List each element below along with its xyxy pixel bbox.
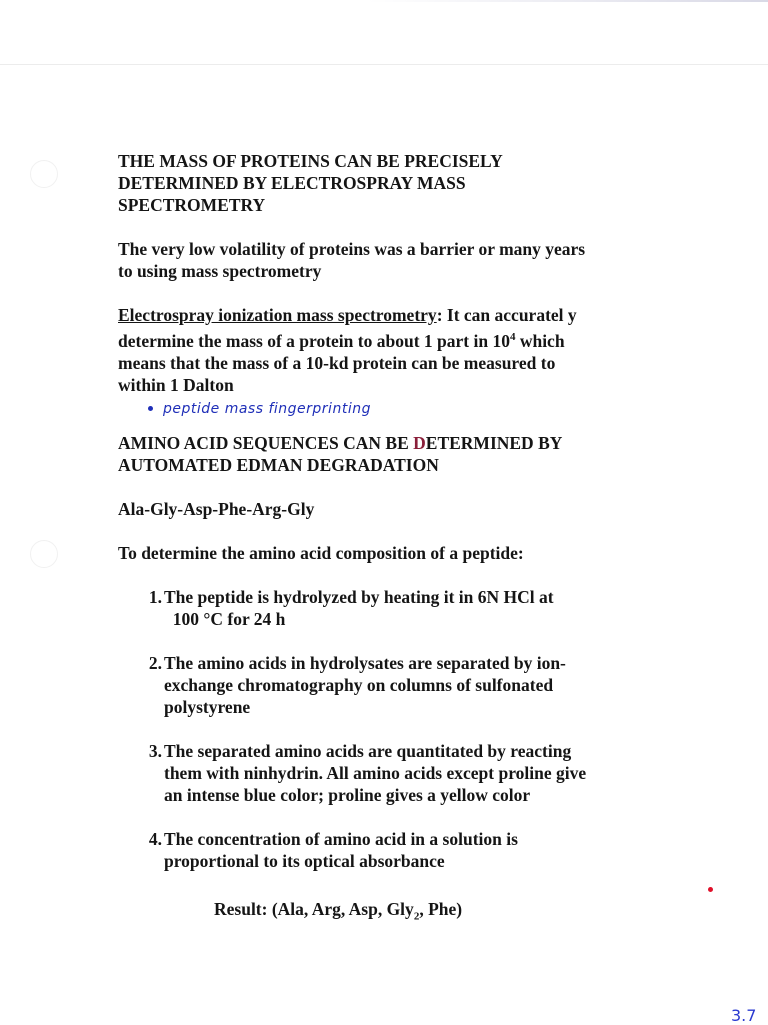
list-item bbox=[118, 828, 658, 872]
punch-hole-mark bbox=[30, 160, 58, 188]
red-dot-mark bbox=[708, 887, 713, 892]
list-item bbox=[118, 586, 658, 630]
text-fragment: Result: (Ala, Arg, Asp, Gly bbox=[214, 898, 414, 919]
text-line: The amino acids in hydrolysates are separated by ion- bbox=[164, 652, 566, 673]
step-text bbox=[164, 828, 644, 872]
step-number: 1. bbox=[148, 586, 162, 607]
text-line: them with ninhydrin. All amino acids except proline give bbox=[164, 762, 587, 783]
text-line: The peptide is hydrolyzed by heating it in 6N HCl at bbox=[164, 586, 554, 607]
exponent: 4 bbox=[509, 331, 516, 343]
heading-line bbox=[118, 432, 658, 454]
step-number: 3. bbox=[148, 740, 162, 761]
section-heading-mass-spec bbox=[118, 150, 658, 216]
document-page bbox=[118, 150, 658, 927]
text-line: proportional to its optical absorbance bbox=[164, 850, 445, 871]
text-fragment: ETERMINED BY bbox=[425, 432, 563, 453]
text-line: The concentration of amino acid in a solution is bbox=[164, 828, 518, 849]
text-line bbox=[118, 326, 658, 352]
composition-intro: To determine the amino acid composition of a peptide: bbox=[118, 542, 524, 563]
heading-line: DETERMINED BY ELECTROSPRAY MASS bbox=[118, 173, 466, 193]
steps-list bbox=[118, 586, 658, 872]
bullet-icon bbox=[148, 406, 153, 411]
step-text bbox=[164, 740, 644, 806]
handwritten-note-text: peptide mass fingerprinting bbox=[163, 400, 371, 417]
text-fragment: which bbox=[515, 330, 565, 351]
text-line: polystyrene bbox=[164, 696, 251, 717]
text-fragment: , Phe) bbox=[419, 898, 463, 919]
section-heading-edman bbox=[118, 432, 658, 476]
text-fragment: : It can accuratel y bbox=[436, 305, 577, 325]
text-line bbox=[118, 304, 658, 326]
marked-letter: D bbox=[413, 432, 426, 453]
text-line: an intense blue color; proline gives a yellow color bbox=[164, 784, 531, 805]
page-number: 3.7 bbox=[731, 1006, 757, 1025]
result-line bbox=[118, 898, 658, 928]
list-item bbox=[118, 652, 658, 718]
text-line: within 1 Dalton bbox=[118, 374, 234, 395]
step-number: 2. bbox=[148, 652, 162, 673]
peptide-sequence: Ala-Gly-Asp-Phe-Arg-Gly bbox=[118, 498, 315, 519]
text-line: The separated amino acids are quantitated by reacting bbox=[164, 740, 572, 761]
text-fragment: AMINO ACID SEQUENCES CAN BE bbox=[118, 432, 414, 453]
list-item bbox=[118, 740, 658, 806]
heading-line: THE MASS OF PROTEINS CAN BE PRECISELY bbox=[118, 151, 503, 171]
handwritten-note bbox=[118, 396, 658, 422]
step-text bbox=[164, 586, 644, 630]
paragraph-volatility bbox=[118, 238, 658, 282]
step-number: 4. bbox=[148, 828, 162, 849]
list-spacer bbox=[118, 630, 658, 652]
text-line: 100 °C for 24 h bbox=[164, 608, 286, 629]
scan-edge-top bbox=[368, 0, 768, 2]
step-text bbox=[164, 652, 644, 718]
underlined-term: Electrospray ionization mass spectrometry bbox=[118, 305, 437, 325]
list-spacer bbox=[118, 718, 658, 740]
paper-top-edge bbox=[0, 64, 768, 65]
paragraph-electrospray bbox=[118, 304, 658, 396]
subscript: 2 bbox=[413, 910, 420, 923]
text-line: exchange chromatography on columns of sulfonated bbox=[164, 674, 554, 695]
punch-hole-mark bbox=[30, 540, 58, 568]
text-fragment: determine the mass of a protein to about 1 part in 10 bbox=[118, 330, 510, 351]
text-line: The very low volatility of proteins was a barrier or many years bbox=[118, 239, 586, 259]
text-line: to using mass spectrometry bbox=[118, 261, 322, 281]
heading-line: AUTOMATED EDMAN DEGRADATION bbox=[118, 454, 439, 475]
text-line: means that the mass of a 10-kd protein can be measured to bbox=[118, 352, 556, 373]
heading-line: SPECTROMETRY bbox=[118, 195, 266, 215]
list-spacer bbox=[118, 806, 658, 828]
